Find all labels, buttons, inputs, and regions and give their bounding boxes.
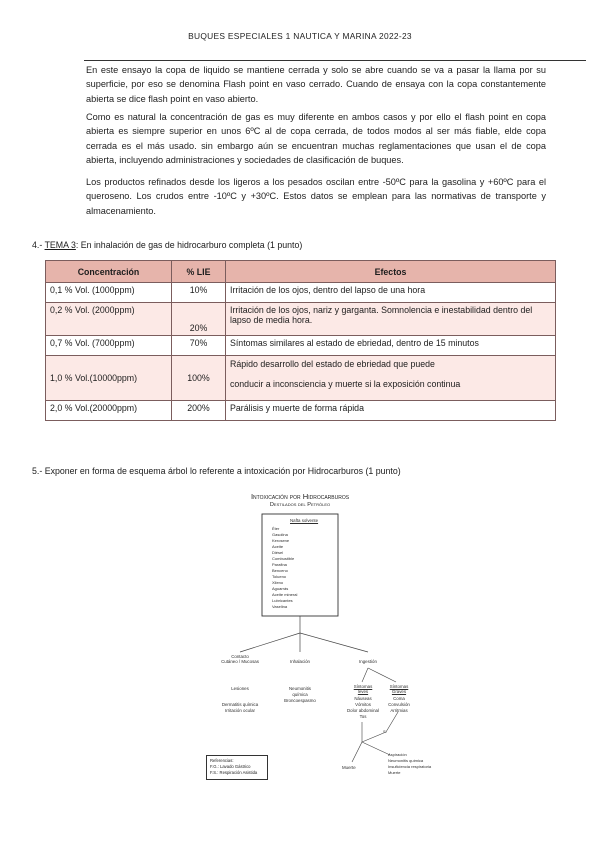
severe-symptoms-sub: Graves bbox=[391, 689, 407, 694]
cell-lie: 200% bbox=[172, 401, 226, 421]
effect-line-1: Rápido desarrollo del estado de ebriedad que puede bbox=[230, 359, 435, 369]
box-item: Gasolina bbox=[272, 532, 288, 537]
section-4-text: : En inhalación de gas de hidrocarburo completa (1 punto) bbox=[75, 240, 303, 250]
mild-symptoms-sub: leves bbox=[357, 689, 369, 694]
header-concentration: Concentración bbox=[46, 261, 172, 283]
connector bbox=[300, 633, 368, 652]
contact-note: Irritación ocular bbox=[224, 708, 255, 713]
connector bbox=[362, 668, 368, 682]
cell-lie: 20% bbox=[172, 303, 226, 336]
connector bbox=[240, 633, 300, 652]
inhalation-note: Neumonitis bbox=[289, 686, 311, 691]
diagram-legend bbox=[206, 755, 268, 780]
legend-line: F.G.: Lavado Gástrico bbox=[210, 764, 251, 769]
diagram-subtitle: Destilados del Petróleo bbox=[269, 502, 331, 508]
mild-symptom: Tos bbox=[359, 714, 367, 719]
box-item: Benceno bbox=[272, 568, 288, 573]
cell-effect: Irritación de los ojos, nariz y garganta. Somnolencia e inestabilidad dentro del lapso de media hora. bbox=[226, 303, 556, 336]
bottom-note: Aspiración bbox=[388, 752, 407, 757]
intro-paragraph-1: En este ensayo la copa de liquido se mantiene cerrada y solo se abre cuando se va a pasar la llama por su superficie, por eso se denomina Flash point en vaso cerrado. Cuando de ensaya con la copa constantemente abierta se dice flash point en vaso abierto. bbox=[86, 65, 546, 104]
branch-contact-title: Contacto bbox=[231, 654, 249, 659]
intro-paragraph-2: Como es natural la concentración de gas es muy diferente en ambos casos y por ello el flash point en copa abierta es siempre superior en unos 6ºC al de copa cerrada, de todos modos al ser más fiable, elde copa cerrada es el más usado. sin embargo aún se encuentran muchas reglamentaciones que usan el de copa abierta, incluyendo administraciones y sociedades de clasificación de buques. bbox=[86, 112, 546, 165]
severe-symptom: Coma bbox=[393, 696, 405, 701]
mild-symptom: Dolor abdominal bbox=[347, 708, 379, 713]
legend-line: Referencias: bbox=[210, 758, 234, 763]
bottom-note: Neumonitis química bbox=[388, 758, 424, 763]
mild-symptom: Náuseas bbox=[354, 696, 372, 701]
cell-concentration: 2,0 % Vol.(20000ppm) bbox=[46, 401, 172, 421]
cell-concentration: 0,1 % Vol. (1000ppm) bbox=[46, 283, 172, 303]
cell-effect: Síntomas similares al estado de ebriedad, dentro de 15 minutos bbox=[226, 336, 556, 356]
cell-effect: Parálisis y muerte de forma rápida bbox=[226, 401, 556, 421]
cell-concentration: 0,2 % Vol. (2000ppm) bbox=[46, 303, 172, 336]
mild-symptoms-title: Síntomas bbox=[353, 684, 373, 689]
box-item: Parafina bbox=[272, 562, 287, 567]
box-item: Lubricantes bbox=[272, 598, 293, 603]
cell-effect: Irritación de los ojos, dentro del lapso de una hora bbox=[226, 283, 556, 303]
cell-concentration: 0,7 % Vol. (7000ppm) bbox=[46, 336, 172, 356]
box-item: Aceite mineral bbox=[272, 592, 298, 597]
intro-paragraph-3: Los productos refinados desde los ligeros a los pesados oscilan entre -50ºC para la gasolina y +60ºC para el queroseno. Los crudos entre -10ºC y +30ºC. Estos datos se emplean para las normativas de transporte y almacenamiento. bbox=[86, 177, 546, 216]
branch-contact-sub: Cutáneo / Mucosas bbox=[221, 659, 259, 664]
header-lie: % LIE bbox=[172, 261, 226, 283]
connector bbox=[368, 668, 396, 682]
node-small-label: S. bbox=[383, 729, 387, 734]
page-header: BUQUES ESPECIALES 1 NAUTICA Y MARINA 2022-23 bbox=[188, 31, 412, 41]
effect-line-2: conducir a inconsciencia y muerte si la exposición continua bbox=[230, 379, 461, 389]
contact-note: Dermatitis química bbox=[221, 702, 259, 707]
connector bbox=[386, 712, 398, 732]
severe-symptoms-title: Síntomas bbox=[389, 684, 409, 689]
branch-ingestion-title: Ingestión bbox=[359, 659, 377, 664]
box-item: Xileno bbox=[272, 580, 284, 585]
connector bbox=[362, 742, 390, 755]
bottom-note: Muerte bbox=[388, 770, 401, 775]
box-item: Tolueno bbox=[272, 574, 287, 579]
branch-inhalation-title: Inhalación bbox=[289, 659, 311, 664]
severe-symptom: Convulsión bbox=[388, 702, 410, 707]
legend-line: F.S.: Respiración Asistida bbox=[210, 770, 258, 775]
section-4-label: TEMA 3 bbox=[44, 240, 76, 250]
section-5-heading: 5.- Exponer en forma de esquema árbol lo referente a intoxicación por Hidrocarburos (1 punto) bbox=[32, 466, 401, 476]
box-item: Aguarrás bbox=[272, 586, 289, 591]
section-4-number: 4.- bbox=[32, 240, 45, 250]
bottom-note: Insuficiencia respiratoria bbox=[388, 764, 432, 769]
cell-concentration: 1,0 % Vol.(10000ppm) bbox=[46, 356, 172, 401]
severe-symptom: Arritmias bbox=[390, 708, 408, 713]
connector bbox=[352, 742, 362, 762]
cell-lie: 100% bbox=[172, 356, 226, 401]
inhalation-note: Broncoespasmo bbox=[284, 698, 316, 703]
inhalation-note: química bbox=[292, 692, 308, 697]
box-title: Nafta solvente bbox=[290, 518, 319, 523]
box-item: Aceite bbox=[272, 544, 284, 549]
box-item: Vaselina bbox=[272, 604, 288, 609]
box-item: Éter bbox=[272, 526, 280, 531]
box-item: Diésel bbox=[272, 550, 284, 555]
cell-lie: 70% bbox=[172, 336, 226, 356]
box-item: Combustible bbox=[272, 556, 295, 561]
mild-symptom: Vómitos bbox=[355, 702, 371, 707]
header-effects: Efectos bbox=[226, 261, 556, 283]
bottom-left-label: Muerte bbox=[342, 765, 356, 770]
diagram-title: Intoxicación por Hidrocarburos bbox=[250, 492, 350, 501]
contact-note: Lesiones bbox=[231, 686, 249, 691]
box-item: Kerosene bbox=[272, 538, 290, 543]
cell-lie: 10% bbox=[172, 283, 226, 303]
